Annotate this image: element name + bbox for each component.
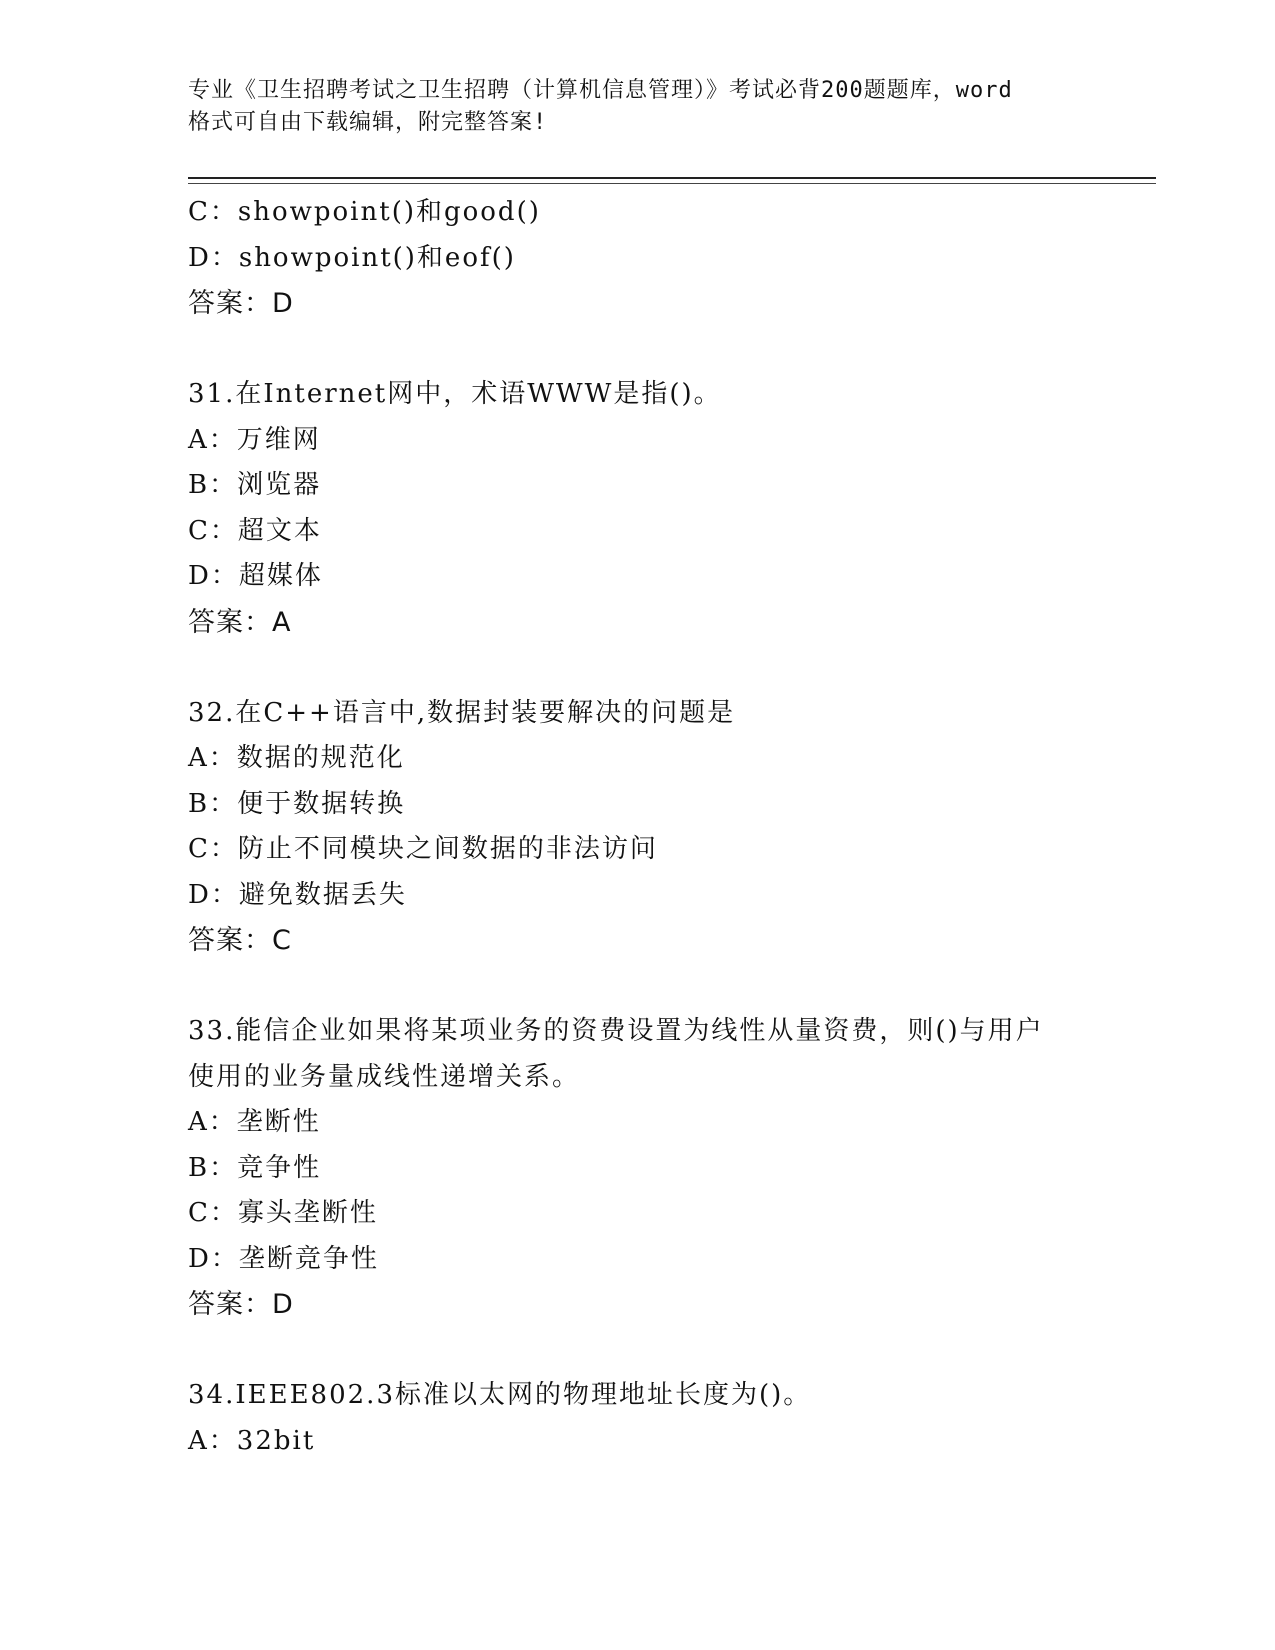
answer-label: 答案：D xyxy=(188,288,294,319)
option-c: C：showpoint()和good() xyxy=(188,197,541,227)
option-c: C：寡头垄断性 xyxy=(188,1198,378,1228)
header-divider-thin xyxy=(188,183,1156,184)
option-d: D：超媒体 xyxy=(188,561,323,591)
option-a: A：数据的规范化 xyxy=(188,743,405,773)
header-title-line-2: 格式可自由下载编辑，附完整答案! xyxy=(188,110,548,135)
question-32 xyxy=(188,691,1088,964)
question-spacer xyxy=(188,964,1088,1010)
question-stem: 32.在C++语言中,数据封装要解决的问题是 xyxy=(188,697,736,728)
option-a: A：32bit xyxy=(188,1425,316,1456)
answer-label: 答案：D xyxy=(188,1289,294,1320)
question-stem-line-2: 使用的业务量成线性递增关系。 xyxy=(188,1061,581,1092)
question-33 xyxy=(188,1009,1088,1328)
document-header xyxy=(188,75,1088,139)
question-stem: 31.在Internet网中，术语WWW是指()。 xyxy=(188,379,722,409)
question-list xyxy=(188,190,1088,1464)
option-d: D：避免数据丢失 xyxy=(188,879,407,910)
option-c: C：超文本 xyxy=(188,515,322,546)
question-spacer xyxy=(188,327,1088,373)
header-title-line-1: 专业《卫生招聘考试之卫生招聘（计算机信息管理）》考试必背200题题库，word xyxy=(188,78,1013,103)
option-b: B：便于数据转换 xyxy=(188,788,406,819)
question-spacer xyxy=(188,645,1088,691)
header-divider-thick xyxy=(188,177,1156,179)
question-34 xyxy=(188,1373,1088,1464)
option-b: B：竞争性 xyxy=(188,1152,322,1183)
answer-label: 答案：C xyxy=(188,925,292,956)
question-stem-line-1: 33.能信企业如果将某项业务的资费设置为线性从量资费，则()与用户 xyxy=(188,1016,1044,1046)
answer-label: 答案：A xyxy=(188,606,292,638)
option-a: A：垄断性 xyxy=(188,1107,321,1137)
question-31 xyxy=(188,372,1088,645)
option-c: C：防止不同模块之间数据的非法访问 xyxy=(188,834,658,864)
question-stem: 34.IEEE802.3标准以太网的物理地址长度为()。 xyxy=(188,1380,812,1410)
option-d: D：showpoint()和eof() xyxy=(188,242,516,273)
option-b: B：浏览器 xyxy=(188,470,322,500)
question-spacer xyxy=(188,1328,1088,1374)
question-30-tail xyxy=(188,190,1088,327)
option-a: A：万维网 xyxy=(188,424,321,455)
option-d: D：垄断竞争性 xyxy=(188,1243,379,1274)
